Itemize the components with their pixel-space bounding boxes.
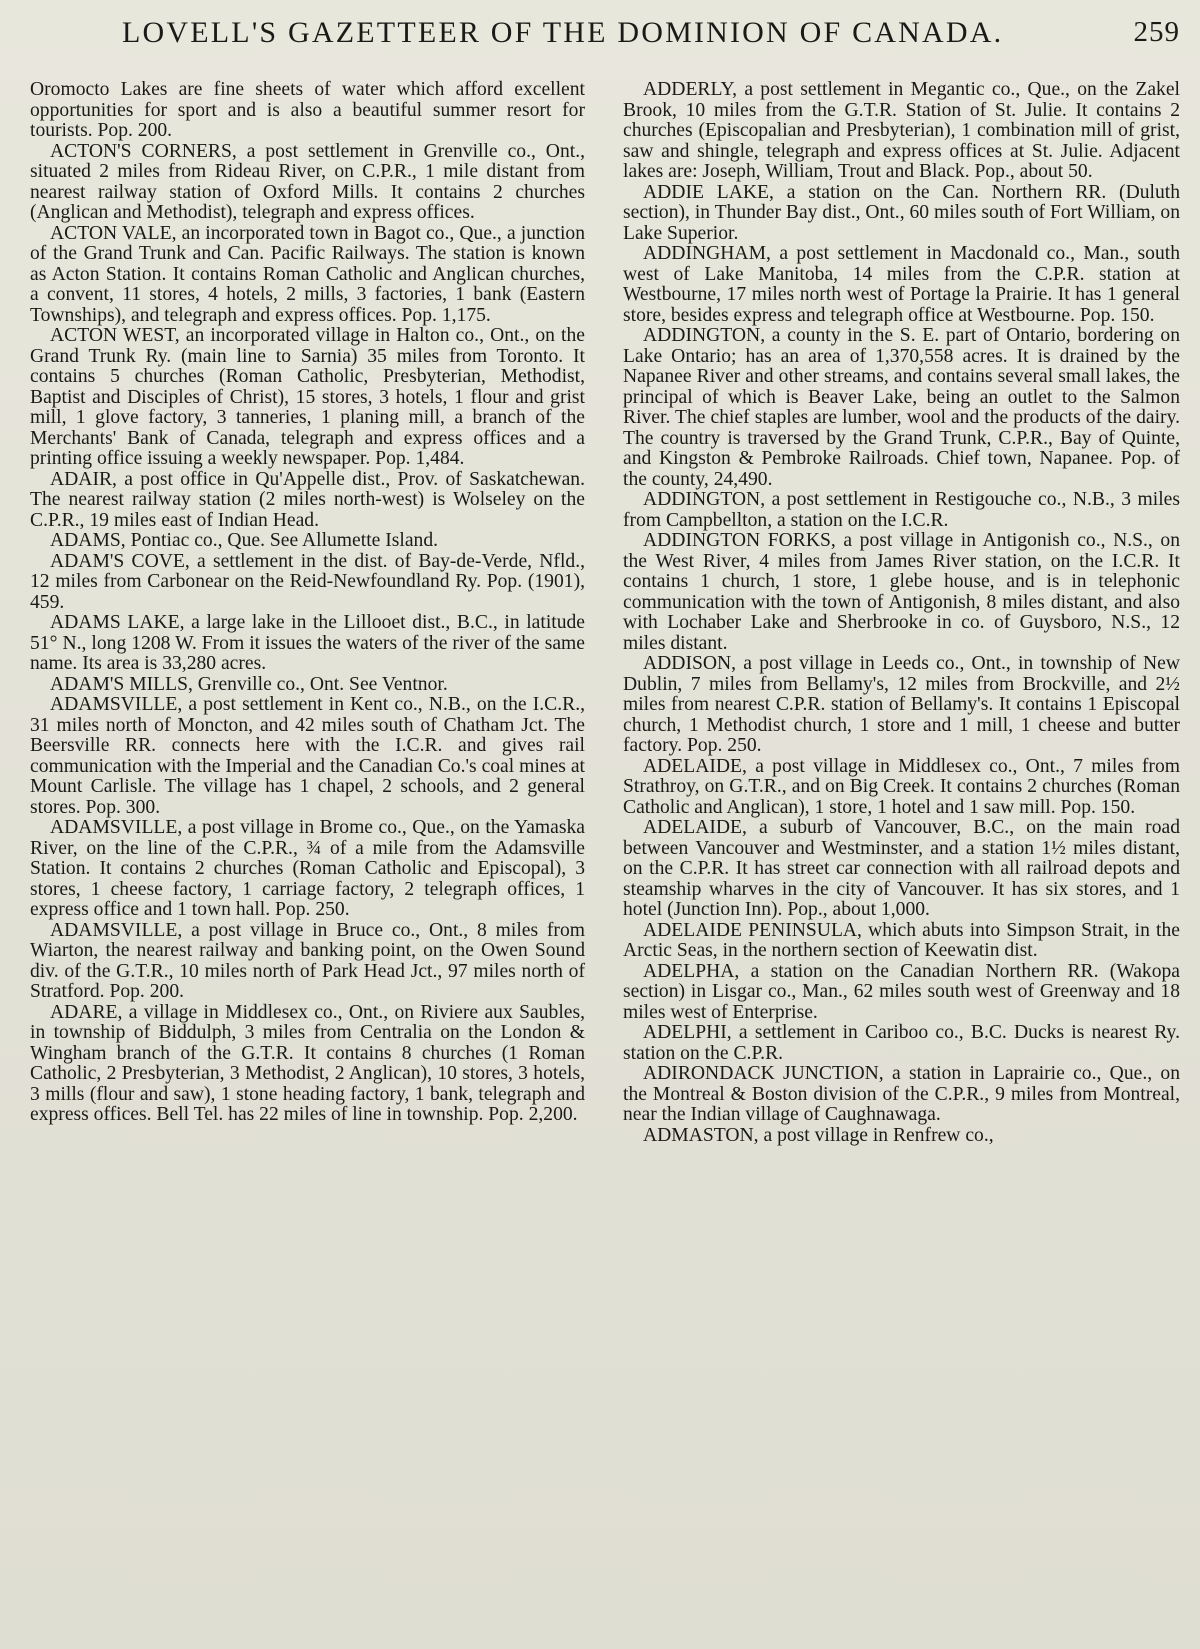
gazetteer-entry: ADAMS, Pontiac co., Que. See Allumette Island. [50, 530, 439, 551]
gazetteer-entry: ADDINGTON FORKS, a post village in Antigonish co., N.S., on the West River, 4 miles from James River station, on the I.C.R. It contains 1 church, 1 store, 1 glebe house, and is in telephonic communication with the town of Antigonish, 8 miles distant, and also with Lochaber Lake and Sherbrooke in co. of Guysboro, N.S., 12 miles distant. [623, 530, 1180, 654]
gazetteer-entry: ADDIE LAKE, a station on the Can. Northern RR. (Duluth section), in Thunder Bay dist., Ont., 60 miles south of Fort William, on Lake Superior. [623, 181, 1180, 244]
gazetteer-entry: ADAIR, a post office in Qu'Appelle dist., Prov. of Saskatchewan. The nearest railway station (2 miles north-west) is Wolseley on the C.P.R., 19 miles east of Indian Head. [30, 468, 585, 531]
gazetteer-entry: ADELAIDE PENINSULA, which abuts into Simpson Strait, in the Arctic Seas, in the northern section of Keewatin dist. [623, 919, 1180, 961]
gazetteer-entry: ADAMSVILLE, a post settlement in Kent co., N.B., on the I.C.R., 31 miles north of Moncton, and 42 miles south of Chatham Jct. The Beersville RR. connects here with the I.C.R. and gives rail communication with the Imperial and the Canadian Co.'s coal mines at Mount Carlisle. The village has 1 chapel, 2 schools, and 2 general stores. Pop. 300. [30, 694, 585, 818]
gazetteer-entry: ACTON'S CORNERS, a post settlement in Grenville co., Ont., situated 2 miles from Rideau River, on C.P.R., 1 mile distant from nearest railway station of Oxford Mills. It contains 2 churches (Anglican and Methodist), telegraph and express offices. [30, 140, 585, 223]
gazetteer-entry: ADDERLY, a post settlement in Megantic co., Que., on the Zakel Brook, 10 miles from the G.T.R. Station of St. Julie. It contains 2 churches (Episcopalian and Presbyterian), 1 combination mill of grist, saw and shingle, telegraph and express offices at St. Julie. Adjacent lakes are: Joseph, William, Trout and Black. Pop., about 50. [623, 79, 1180, 182]
gazetteer-entry: ADAM'S MILLS, Grenville co., Ont. See Ventnor. [50, 673, 448, 695]
gazetteer-entry: ADAMSVILLE, a post village in Bruce co., Ont., 8 miles from Wiarton, the nearest railway and banking point, on the Owen Sound div. of the G.T.R., 10 miles north of Park Head Jct., 97 miles north of Stratford. Pop. 200. [30, 919, 585, 1002]
running-header [0, 16, 1200, 56]
gazetteer-entry: ADELPHI, a settlement in Cariboo co., B.C. Ducks is nearest Ry. station on the C.P.R. [623, 1022, 1180, 1064]
gazetteer-entry: ADELAIDE, a post village in Middlesex co., Ont., 7 miles from Strathroy, on G.T.R., and on Big Creek. It contains 2 churches (Roman Catholic and Anglican), 1 store, 1 hotel and 1 saw mill. Pop. 150. [623, 755, 1180, 818]
page-number: 259 [1133, 16, 1180, 48]
gazetteer-entry: ADAMSVILLE, a post village in Brome co., Que., on the Yamaska River, on the line of the C.P.R., ¾ of a mile from the Adamsville Station. It contains 2 churches (Roman Catholic and Episcopal), 3 stores, 1 cheese factory, 1 carriage factory, 2 telegraph offices, 1 express office and 1 town hall. Pop. 250. [30, 817, 585, 920]
gazetteer-entry: ADELPHA, a station on the Canadian Northern RR. (Wakopa section) in Lisgar co., Man., 62 miles south west of Greenway and 18 miles west of Enterprise. [623, 960, 1180, 1023]
left-column [30, 80, 585, 1126]
gazetteer-entry: ADMASTON, a post village in Renfrew co., [643, 1124, 994, 1146]
right-column [623, 80, 1180, 1146]
page-header-title: LOVELL'S GAZETTEER OF THE DOMINION OF CANADA. [122, 16, 1004, 49]
gazetteer-entry: ADELAIDE, a suburb of Vancouver, B.C., on the main road between Vancouver and Westminster, and a station 1½ miles distant, on the C.P.R. It has street car connection with all railroad depots and steamship wharves in the city of Vancouver. It has six stores, and 1 hotel (Junction Inn). Pop., about 1,000. [623, 817, 1180, 920]
gazetteer-entry: ACTON VALE, an incorporated town in Bagot co., Que., a junction of the Grand Trunk and Can. Pacific Railways. The station is known as Acton Station. It contains Roman Catholic and Anglican churches, a convent, 11 stores, 4 hotels, 2 mills, 3 factories, 1 bank (Eastern Townships), and telegraph and express offices. Pop. 1,175. [30, 222, 585, 326]
gazetteer-entry: ADIRONDACK JUNCTION, a station in Laprairie co., Que., on the Montreal & Boston division of the C.P.R., 9 miles from Montreal, near the Indian village of Caughnawaga. [623, 1063, 1180, 1125]
gazetteer-entry: ADDISON, a post village in Leeds co., Ont., in township of New Dublin, 7 miles from Bellamy's, 12 miles from Brockville, and 2½ miles from nearest C.P.R. station of Bellamy's. It contains 1 Episcopal church, 1 Methodist church, 1 store and 1 mill, 1 cheese and butter factory. Pop. 250. [623, 653, 1180, 756]
gazetteer-entry: ACTON WEST, an incorporated village in Halton co., Ont., on the Grand Trunk Ry. (main line to Sarnia) 35 miles from Toronto. It contains 5 churches (Roman Catholic, Presbyterian, Methodist, Baptist and Disciples of Christ), 15 stores, 3 hotels, 1 flour and grist mill, 1 glove factory, 3 tanneries, 1 planing mill, a branch of the Merchants' Bank of Canada, telegraph and express offices and a printing office issuing a weekly newspaper. Pop. 1,484. [30, 325, 585, 469]
gazetteer-entry: ADDINGTON, a post settlement in Restigouche co., N.B., 3 miles from Campbellton, a station on the I.C.R. [623, 489, 1180, 531]
gazetteer-entry: Oromocto Lakes are fine sheets of water which afford excellent opportunities for sport and is also a beautiful summer resort for tourists. Pop. 200. [30, 79, 585, 141]
gazetteer-entry: ADARE, a village in Middlesex co., Ont., on Riviere aux Saubles, in township of Biddulph, 3 miles from Centralia on the London & Wingham branch of the G.T.R. It contains 8 churches (1 Roman Catholic, 2 Presbyterian, 3 Methodist, 2 Anglican), 10 stores, 3 hotels, 3 mills (flour and saw), 1 stone heading factory, 1 bank, telegraph and express offices. Bell Tel. has 22 miles of line in township. Pop. 2,200. [30, 1001, 585, 1125]
gazetteer-entry: ADAMS LAKE, a large lake in the Lillooet dist., B.C., in latitude 51° N., long 1208 W. From it issues the waters of the river of the same name. Its area is 33,280 acres. [30, 612, 585, 674]
gazetteer-entry: ADDINGHAM, a post settlement in Macdonald co., Man., south west of Lake Manitoba, 14 miles from the C.P.R. station at Westbourne, 17 miles north west of Portage la Prairie. It has 1 general store, besides express and telegraph office at Westbourne. Pop. 150. [623, 243, 1180, 326]
gazetteer-entry: ADDINGTON, a county in the S. E. part of Ontario, bordering on Lake Ontario; has an area of 1,370,558 acres. It is drained by the Napanee River and other streams, and contains several small lakes, the principal of which is Beaver Lake, being an outlet to the Salmon River. The chief staples are lumber, wool and the products of the dairy. The country is traversed by the Grand Trunk, C.P.R., Bay of Quinte, and Kingston & Pembroke Railroads. Chief town, Napanee. Pop. of the county, 24,490. [623, 325, 1180, 490]
gazetteer-entry: ADAM'S COVE, a settlement in the dist. of Bay-de-Verde, Nfld., 12 miles from Carbonear on the Reid-Newfoundland Ry. Pop. (1901), 459. [30, 550, 585, 613]
